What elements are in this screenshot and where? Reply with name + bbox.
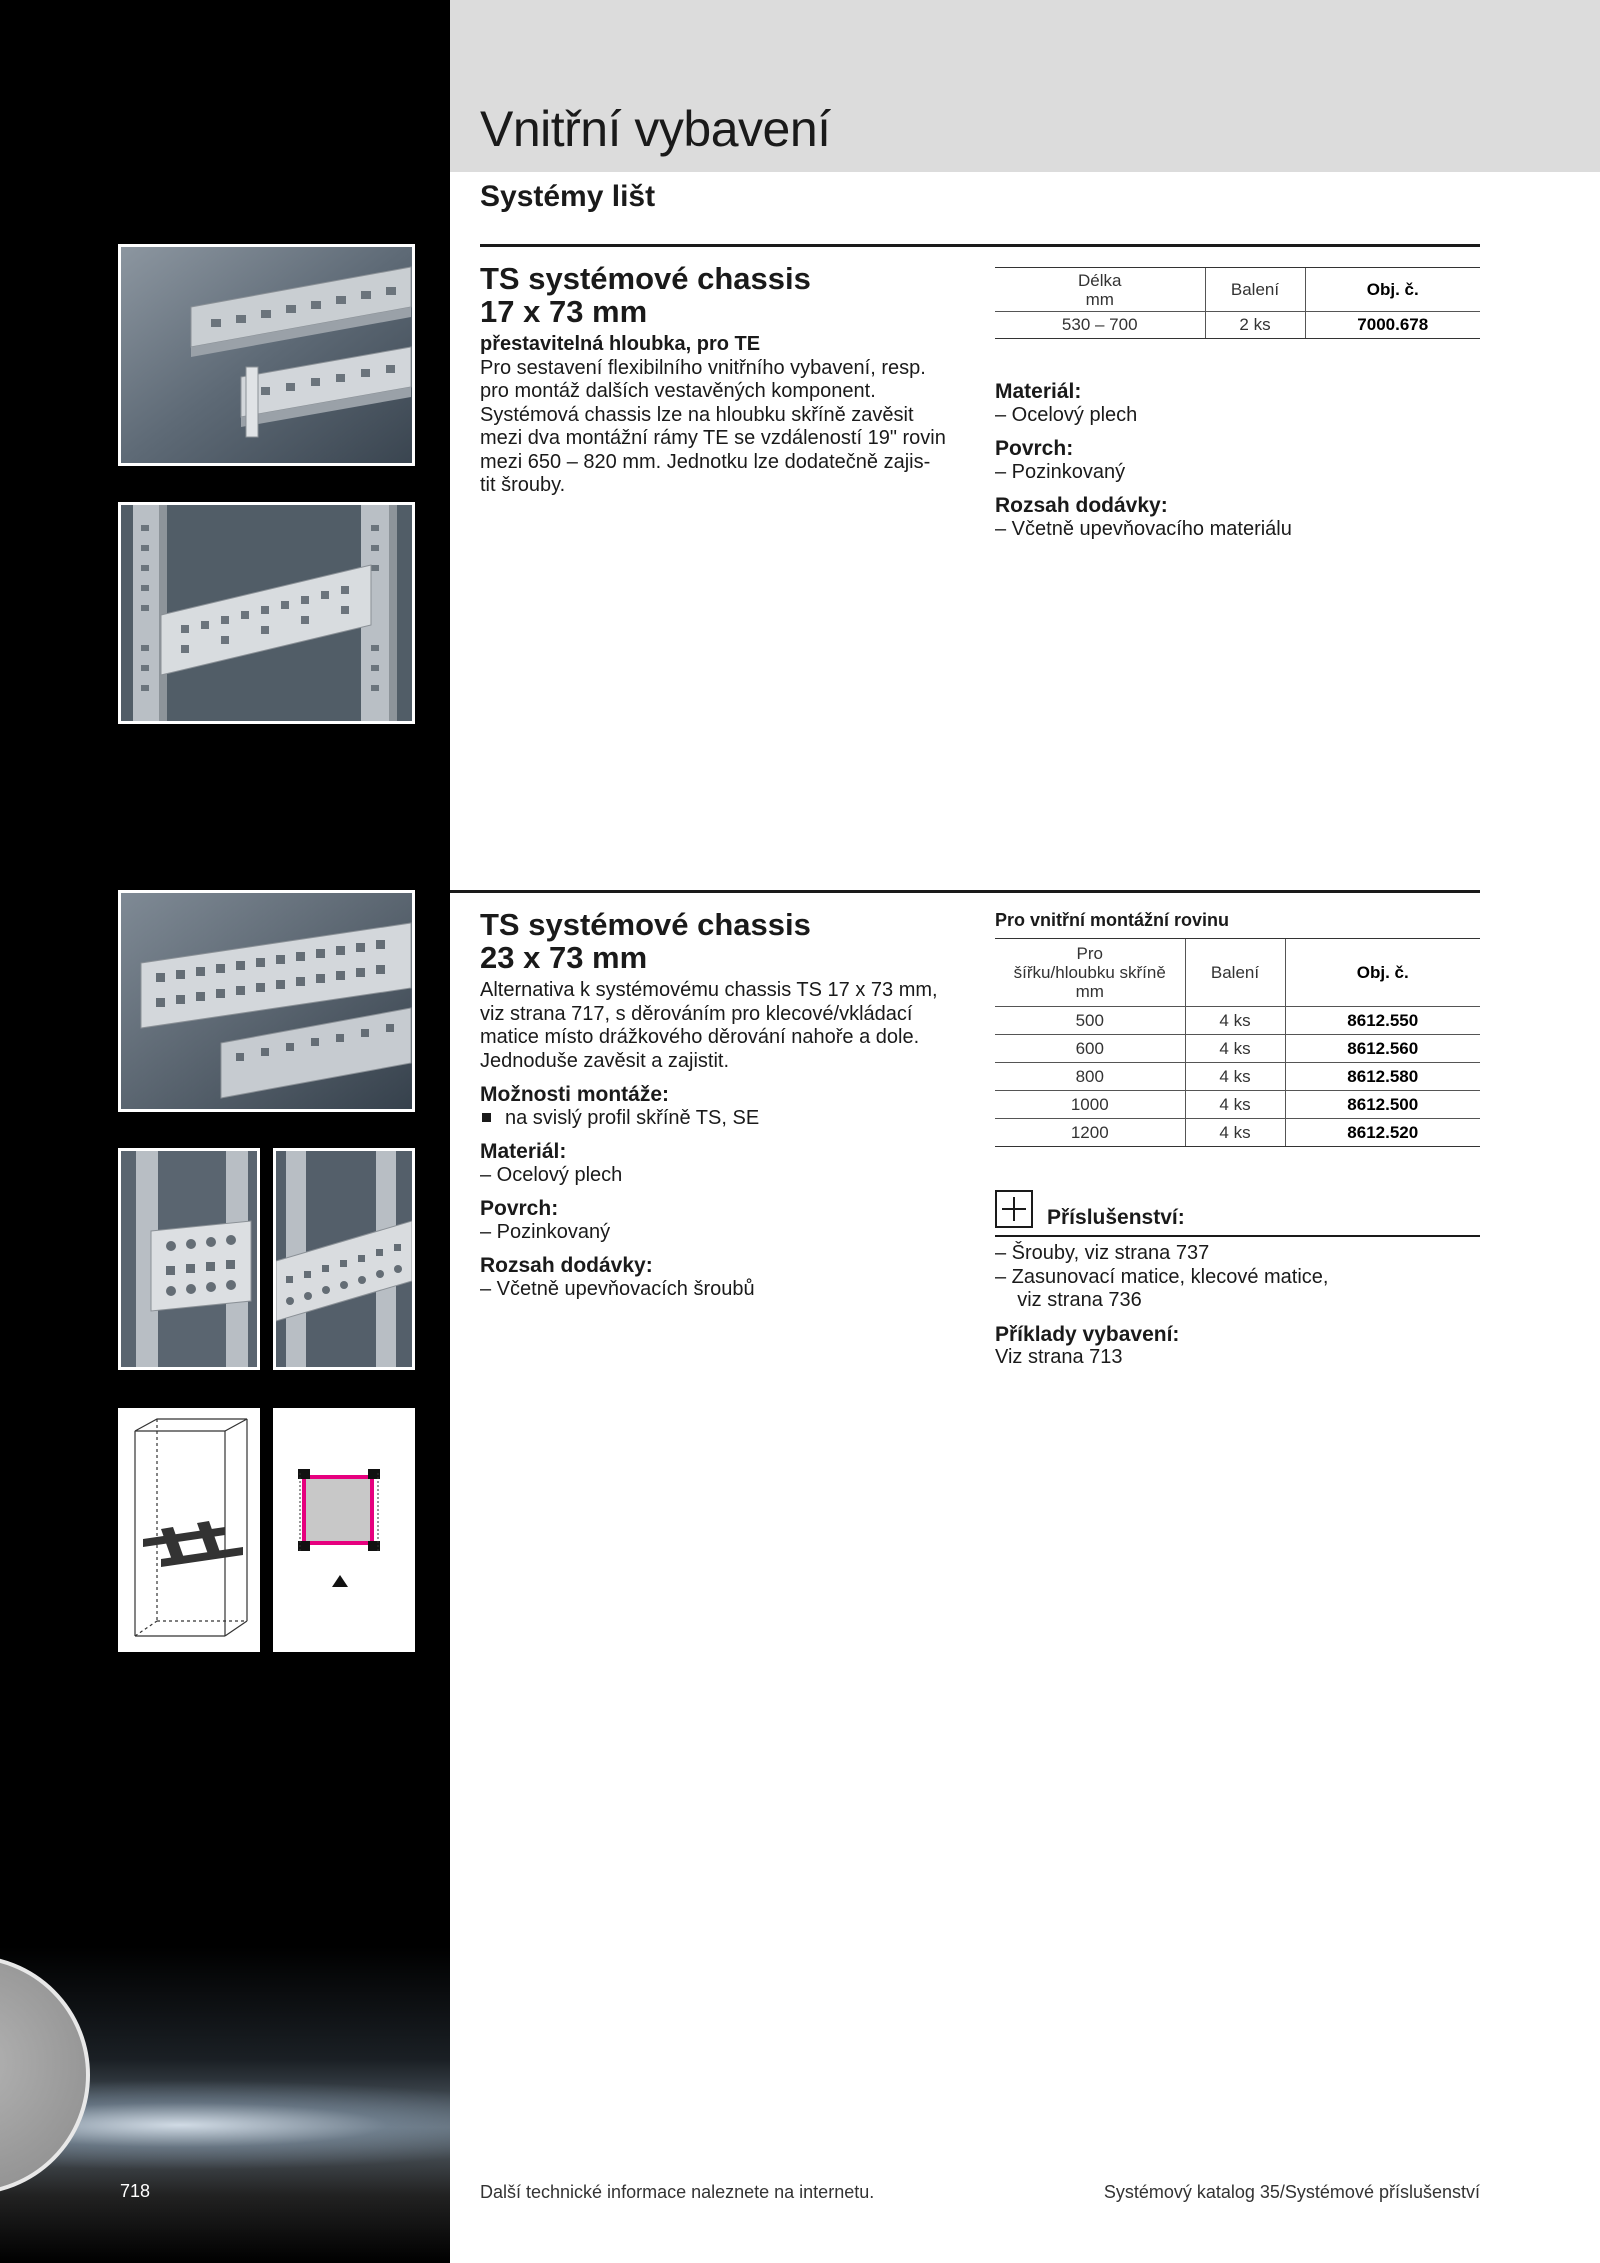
order-number[interactable]: 8612.520 xyxy=(1285,1119,1480,1147)
accessory-link[interactable]: – Šrouby, viz strana 737 xyxy=(995,1242,1210,1264)
section-divider xyxy=(480,244,1480,247)
table-row: 500 4 ks 8612.550 xyxy=(995,1007,1480,1035)
product1-description: přestavitelná hloubka, pro TE Pro sestavení flexibilního vnitřního vybavení, resp. pro montáž dalších vestavěných komponent. Systémová chassis lze na hloubku skříně zavěsit mezi dva montážní rámy TE se vzdáleností 19" rovin mezi 650 – 820 mm. Jednotku lze dodatečně zajis- tit šrouby. xyxy=(480,333,980,498)
bullet-square-icon xyxy=(482,1113,491,1122)
accessories-heading: Příslušenství: xyxy=(1047,1206,1185,1229)
order-number[interactable]: 8612.550 xyxy=(1285,1007,1480,1035)
page-title: Vnitřní vybavení xyxy=(480,101,831,157)
order-number[interactable]: 7000.678 xyxy=(1305,312,1480,339)
table-caption: Pro vnitřní montážní rovinu xyxy=(995,910,1230,930)
order-number[interactable]: 8612.560 xyxy=(1285,1035,1480,1063)
col-header-pack: Balení xyxy=(1205,268,1305,312)
col-header-order: Obj. č. xyxy=(1305,268,1480,312)
table-row: 600 4 ks 8612.560 xyxy=(995,1035,1480,1063)
table-row: 530 – 700 2 ks 7000.678 xyxy=(995,312,1480,339)
product1-specs: Materiál: – Ocelový plech Povrch: – Pozinkovaný Rozsah dodávky: – Včetně upevňovacího materiálu xyxy=(995,380,1292,540)
table-row: 1000 4 ks 8612.500 xyxy=(995,1091,1480,1119)
examples-link[interactable]: Viz strana 713 xyxy=(995,1346,1123,1368)
order-number[interactable]: 8612.500 xyxy=(1285,1091,1480,1119)
col-header-pack: Balení xyxy=(1185,939,1285,1007)
footer-note: Další technické informace naleznete na internetu. xyxy=(480,2182,875,2202)
col-header-size: Pro šířku/hloubku skříně mm xyxy=(995,939,1185,1007)
product2-photo-top xyxy=(118,890,415,1112)
table-row: 1200 4 ks 8612.520 xyxy=(995,1119,1480,1147)
accessory-link[interactable]: – Zasunovací matice, klecové matice, xyxy=(995,1265,1329,1288)
order-number[interactable]: 8612.580 xyxy=(1285,1063,1480,1091)
cabinet-diagram xyxy=(118,1408,260,1652)
product2-title: TS systémové chassis 23 x 73 mm xyxy=(480,907,811,975)
col-header-length: Délka mm xyxy=(995,268,1205,312)
accessories-plus-icon xyxy=(995,1190,1033,1228)
footer-catalog: Systémový katalog 35/Systémové příslušenství xyxy=(1103,2182,1480,2202)
section-divider-2 xyxy=(450,890,1480,893)
accessory-link[interactable]: viz strana 736 xyxy=(995,1289,1142,1311)
product1-order-table xyxy=(995,267,1480,339)
col-header-order: Obj. č. xyxy=(1285,939,1480,1007)
accessories-divider xyxy=(995,1235,1480,1237)
page-number: 718 xyxy=(120,2181,151,2201)
product1-tagline: přestavitelná hloubka, pro TE xyxy=(480,333,761,355)
accessories-list: – Šrouby, viz strana 737 – Zasunovací matice, klecové matice, viz strana 736 Příklady vybavení: Viz strana 713 xyxy=(995,1242,1555,1370)
product1-photo-top xyxy=(118,244,415,466)
product2-photo-detail-right xyxy=(273,1148,415,1370)
product1-photo-bottom xyxy=(118,502,415,724)
section-subtitle: Systémy lišt xyxy=(480,180,656,213)
product2-order-table xyxy=(995,938,1480,1147)
table-row: 800 4 ks 8612.580 xyxy=(995,1063,1480,1091)
product2-description: Alternativa k systémovému chassis TS 17 x 73 mm, viz strana 717, s děrováním pro klecové/vkládací matice místo drážkového děrování nahoře a dole. Jednoduše zavěsit a zajistit. Možnosti montáže: na svislý profil skříně TS, SE Materiál: – Ocelový plech Povrch: – Pozinkovaný Rozsah dodávky: – Včetně upevňovacích šroubů xyxy=(480,979,938,1300)
cross-section-diagram xyxy=(273,1408,415,1652)
product2-photo-detail-left xyxy=(118,1148,260,1370)
product1-title: TS systémové chassis 17 x 73 mm xyxy=(480,261,811,329)
